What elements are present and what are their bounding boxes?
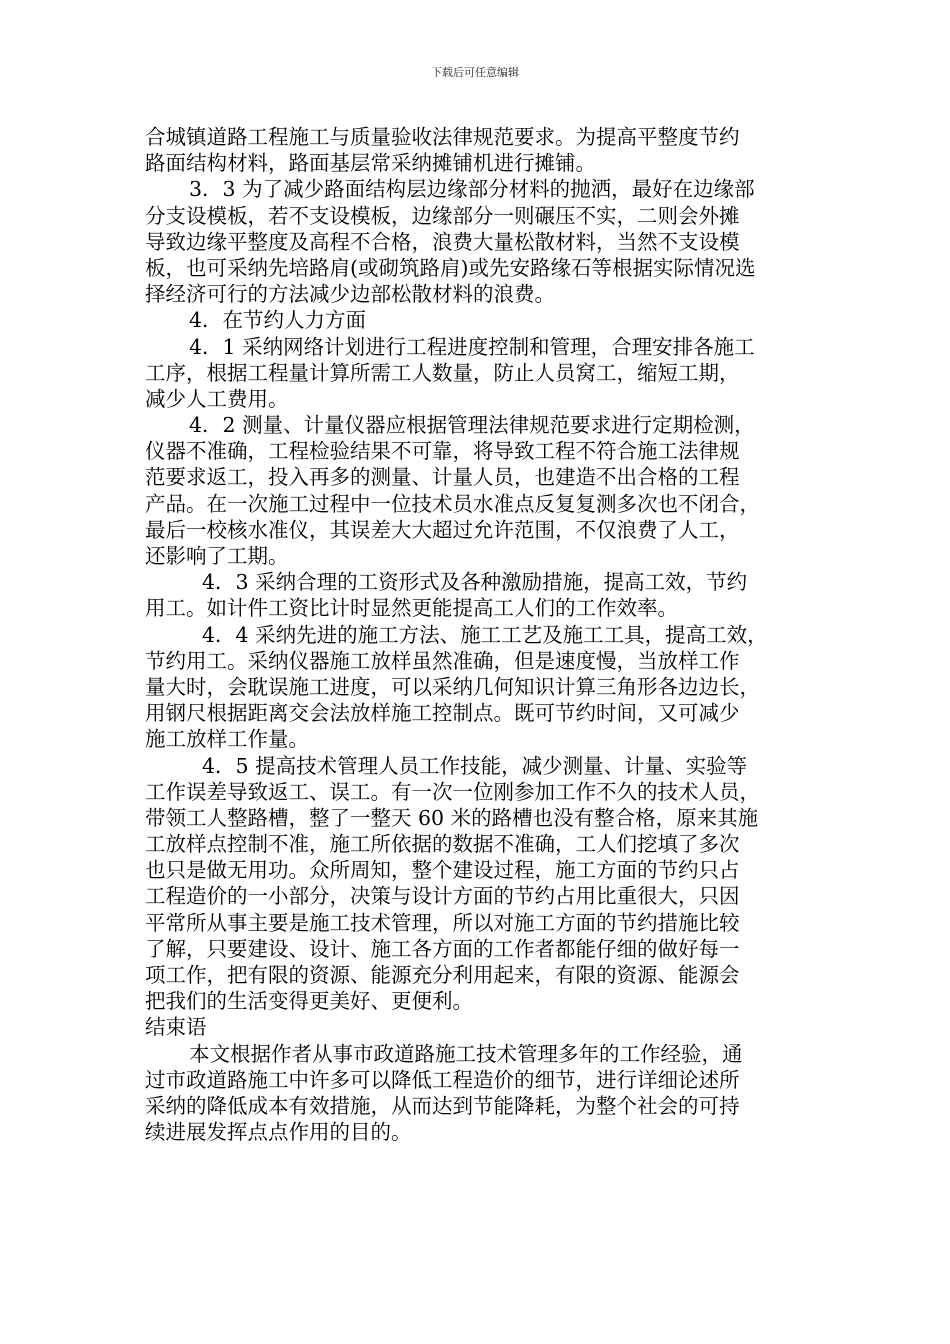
text-line: 还影响了工期。 bbox=[145, 544, 289, 568]
page-header: 下载后可任意编辑 bbox=[431, 66, 519, 79]
text-line: 工程造价的一小部分，决策与设计方面的节约占用比重很大，只因 bbox=[145, 884, 740, 909]
text-line: 采纳的降低成本有效措施，从而达到节能降耗，为整个社会的可持 bbox=[145, 1093, 740, 1118]
section-heading: 4．在节约人力方面 bbox=[189, 308, 367, 333]
text-line: 工作误差导致返工、误工。有一次一位刚参加工作不久的技术人员， bbox=[145, 779, 760, 804]
text-line: 过市政道路施工中许多可以降低工程造价的细节，进行详细论述所 bbox=[145, 1067, 740, 1092]
text-line: 带领工人整路槽，整了一整天 60 米的路槽也没有整合格，原来其施 bbox=[145, 805, 759, 830]
text-line: 导致边缘平整度及高程不合格，浪费大量松散材料，当然不支设模 bbox=[145, 229, 740, 254]
section-heading: 结束语 bbox=[145, 1015, 207, 1040]
text-line: 分支设模板，若不支设模板，边缘部分一则碾压不实，二则会外摊 bbox=[145, 203, 740, 228]
text-line: 用钢尺根据距离交会法放样施工控制点。既可节约时间，又可减少 bbox=[145, 701, 740, 726]
text-line: 工序，根据工程量计算所需工人数量，防止人员窝工，缩短工期， bbox=[145, 360, 740, 385]
text-line: 仪器不准确，工程检验结果不可靠，将导致工程不符合施工法律规 bbox=[145, 439, 740, 464]
text-line: 板，也可采纳先培路肩(或砌筑路肩)或先安路缘石等根据实际情况选 bbox=[145, 255, 756, 280]
text-line: 4．5 提高技术管理人员工作技能，减少测量、计量、实验等 bbox=[202, 753, 748, 778]
document-body bbox=[145, 124, 821, 1145]
text-line: 量大时，会耽误施工进度，可以采纳几何知识计算三角形各边边长， bbox=[145, 674, 760, 699]
text-line: 也只是做无用功。众所周知，整个建设过程，施工方面的节约只占 bbox=[145, 858, 740, 883]
text-line: 4．4 采纳先进的施工方法、施工工艺及施工工具，提高工效， bbox=[202, 622, 768, 647]
text-line: 平常所从事主要是施工技术管理，所以对施工方面的节约措施比较 bbox=[145, 910, 740, 935]
text-line: 范要求返工，投入再多的测量、计量人员，也建造不出合格的工程 bbox=[145, 465, 740, 490]
text-line: 4．3 采纳合理的工资形式及各种激励措施，提高工效，节约 bbox=[202, 570, 748, 595]
text-line: 4．2 测量、计量仪器应根据管理法律规范要求进行定期检测， bbox=[189, 413, 755, 438]
text-line: 项工作，把有限的资源、能源充分利用起来，有限的资源、能源会 bbox=[145, 963, 740, 987]
text-line: 最后一校核水准仪，其误差大大超过允许范围，不仅浪费了人工， bbox=[145, 517, 740, 542]
text-line: 工放样点控制不准，施工所依据的数据不准确，工人们挖填了多次 bbox=[145, 832, 740, 857]
text-line: 择经济可行的方法减少边部松散材料的浪费。 bbox=[145, 282, 555, 307]
text-line: 施工放样工作量。 bbox=[145, 727, 309, 752]
text-line: 本文根据作者从事市政道路施工技术管理多年的工作经验，通 bbox=[189, 1041, 743, 1066]
text-line: 减少人工费用。 bbox=[145, 386, 289, 411]
text-line: 合城镇道路工程施工与质量验收法律规范要求。为提高平整度节约 bbox=[145, 125, 740, 149]
text-line: 节约用工。采纳仪器施工放样虽然准确，但是速度慢，当放样工作 bbox=[145, 648, 740, 673]
text-line: 续进展发挥点点作用的目的。 bbox=[145, 1120, 412, 1145]
text-line: 3．3 为了减少路面结构层边缘部分材料的抛洒，最好在边缘部 bbox=[189, 177, 755, 202]
text-line: 了解，只要建设、设计、施工各方面的工作者都能仔细的做好每一 bbox=[145, 936, 740, 961]
text-line: 用工。如计件工资比计时显然更能提高工人们的工作效率。 bbox=[145, 596, 678, 621]
text-line: 4．1 采纳网络计划进行工程进度控制和管理，合理安排各施工 bbox=[189, 334, 755, 359]
text-line: 把我们的生活变得更美好、更便利。 bbox=[145, 989, 473, 1014]
text-line: 产品。在一次施工过程中一位技术员水准点反复复测多次也不闭合， bbox=[145, 491, 760, 516]
text-line: 路面结构材料，路面基层常采纳摊铺机进行摊铺。 bbox=[145, 151, 596, 176]
